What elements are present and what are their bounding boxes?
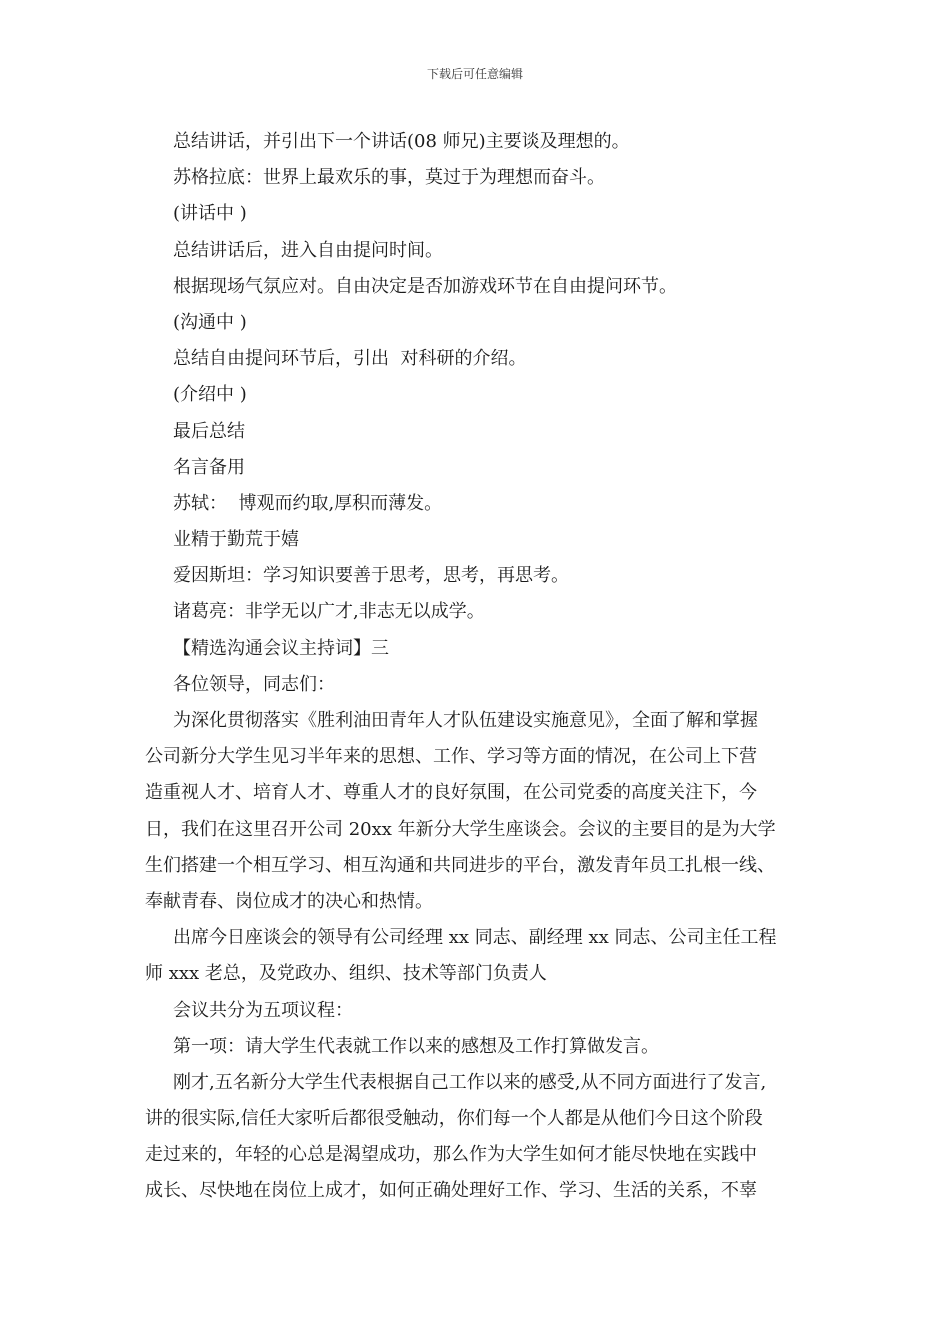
text-line: (介绍中 ) <box>173 384 247 406</box>
text-line: (讲话中 ) <box>173 203 247 225</box>
quote-line: 苏格拉底：世界上最欢乐的事，莫过于为理想而奋斗。 <box>173 167 605 189</box>
paragraph-line: 走过来的，年轻的心总是渴望成功，那么作为大学生如何才能尽快地在实践中 <box>145 1144 757 1166</box>
paragraph <box>145 920 821 992</box>
paragraph-line: 奉献青春、岗位成才的决心和热情。 <box>145 890 433 912</box>
paragraph-line: 公司新分大学生见习半年来的思想、工作、学习等方面的情况，在公司上下营 <box>145 746 757 768</box>
paragraph-line: 生们搭建一个相互学习、相互沟通和共同进步的平台，激发青年员工扎根一线、 <box>145 854 775 876</box>
paragraph <box>145 1065 821 1210</box>
text-line: (沟通中 ) <box>173 311 247 333</box>
paragraph-line: 成长、尽快地在岗位上成才，如何正确处理好工作、学习、生活的关系，不辜 <box>145 1180 757 1202</box>
text-line: 总结自由提问环节后，引出 对科研的介绍。 <box>173 348 527 370</box>
paragraph-line: 师 xxx 老总，及党政办、组织、技术等部门负责人 <box>145 963 547 985</box>
quote-line: 诸葛亮：非学无以广才,非志无以成学。 <box>173 601 485 623</box>
paragraph <box>145 703 821 920</box>
paragraph-line: 为深化贯彻落实《胜利油田青年人才队伍建设实施意见》，全面了解和掌握 <box>173 710 758 731</box>
text-line: 最后总结 <box>173 420 245 442</box>
quote-line: 爱因斯坦：学习知识要善于思考，思考，再思考。 <box>173 565 569 587</box>
paragraph-line: 出席今日座谈会的领导有公司经理 xx 同志、副经理 xx 同志、公司主任工程 <box>173 927 777 949</box>
text-line: 总结讲话，并引出下一个讲话(08 师兄)主要谈及理想的。 <box>173 131 630 152</box>
text-line: 根据现场气氛应对。自由决定是否加游戏环节在自由提问环节。 <box>173 275 677 297</box>
text-line: 第一项：请大学生代表就工作以来的感想及工作打算做发言。 <box>173 1035 659 1057</box>
paragraph-line: 造重视人才、培育人才、尊重人才的良好氛围，在公司党委的高度关注下，今 <box>145 782 757 804</box>
text-line: 会议共分为五项议程： <box>173 999 353 1021</box>
quote-line: 业精于勤荒于嬉 <box>173 529 299 551</box>
paragraph-line: 日，我们在这里召开公司 20xx 年新分大学生座谈会。会议的主要目的是为大学 <box>145 818 776 840</box>
salutation: 各位领导，同志们： <box>173 673 335 695</box>
section-heading: 【精选沟通会议主持词】三 <box>173 637 389 659</box>
paragraph-line: 刚才,五名新分大学生代表根据自己工作以来的感受,从不同方面进行了发言, <box>173 1071 767 1093</box>
quote-line: 苏轼： 博观而约取,厚积而薄发。 <box>173 492 443 514</box>
page-header: 下载后可任意编辑 <box>426 67 523 81</box>
document-body <box>145 124 821 1210</box>
paragraph-line: 讲的很实际,信任大家听后都很受触动，你们每一个人都是从他们今日这个阶段 <box>145 1108 763 1130</box>
text-line: 名言备用 <box>173 456 245 478</box>
text-line: 总结讲话后，进入自由提问时间。 <box>173 239 443 261</box>
